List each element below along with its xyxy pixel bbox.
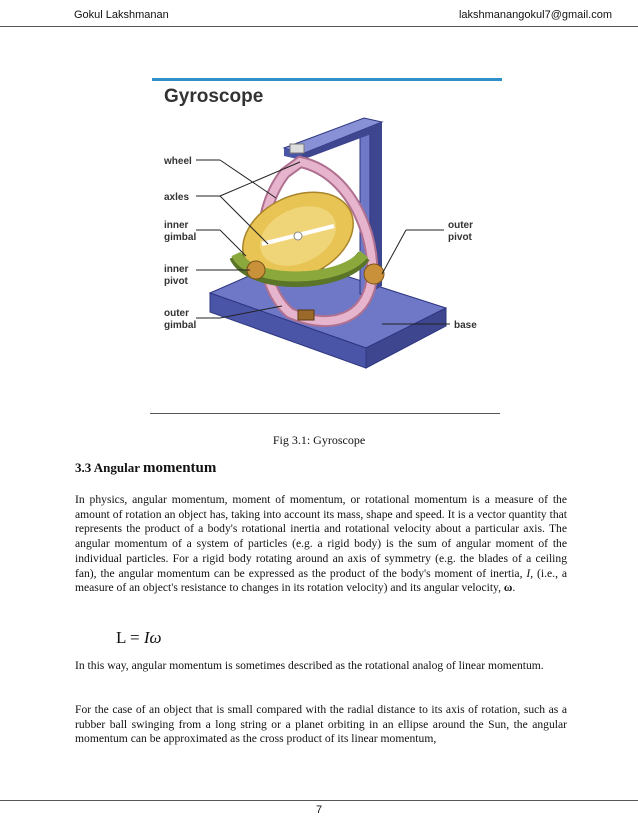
section-heading xyxy=(75,460,216,477)
section-word-1: Angular xyxy=(93,460,140,475)
label-outer-pivot-1: outer xyxy=(448,220,473,231)
page-number: 7 xyxy=(315,804,323,816)
label-wheel: wheel xyxy=(164,156,192,167)
outer-pivot xyxy=(364,264,384,284)
figure-title-rule xyxy=(152,78,502,81)
symbol-omega: ω xyxy=(503,581,513,595)
page-header xyxy=(0,0,638,30)
footer-rule xyxy=(0,800,638,801)
header-email: lakshmanangokul7@gmail.com xyxy=(458,9,612,21)
figure-caption: Fig 3.1: Gyroscope xyxy=(272,433,366,447)
axle-hub xyxy=(294,232,302,240)
equation-lhs: L xyxy=(116,628,126,647)
bottom-bearing xyxy=(298,310,314,320)
equation-rhs: Iω xyxy=(143,628,162,647)
label-inner-gimbal-1: inner xyxy=(164,220,189,231)
label-outer-gimbal-1: outer xyxy=(164,308,189,319)
paragraph-2: In this way, angular momentum is sometimes described as the rotational analog of linear momentum. xyxy=(75,659,544,672)
paragraph-1-text-b: , (i.e., a measure of an object's resistance to changes in its rotation velocity) and its angular velocity, xyxy=(75,566,568,595)
top-bearing xyxy=(290,144,304,153)
header-author: Gokul Lakshmanan xyxy=(74,9,169,21)
paragraph-3: For the case of an object that is small compared with the radial distance to its axis of rotation, such as a rubber ball swinging from a long string or a planet orbiting in an ellipse around the Sun, the angular momentum can be approximated as the cross product of its linear momentum, xyxy=(75,703,567,746)
label-base: base xyxy=(454,320,477,331)
label-axles: axles xyxy=(164,192,190,203)
figure-bottom-rule xyxy=(150,413,500,414)
paragraph-1-text-c: . xyxy=(512,581,516,595)
label-inner-gimbal-2: gimbal xyxy=(164,232,197,243)
paragraph-1-text-a: In physics, angular momentum, moment of momentum, or rotational momentum is a measure of the amount of rotation an object has, taking into account its mass, shape and speed. It is a vector quantity that represents the product of a body's rotational inertia and rotational velocity about a particular axis. The angular momentum of a system of particles (e.g. a rigid body) is the sum of angular moment of the individual particles. For a rigid body rotating around an axis of symmetry (e.g. the blades of a ceiling fan), the angular momentum can be expressed as the product of the body's moment of inertia, xyxy=(75,493,567,580)
equation xyxy=(116,628,162,648)
header-rule xyxy=(0,26,638,27)
equation-equals: = xyxy=(125,628,144,647)
label-outer-pivot-2: pivot xyxy=(448,232,472,243)
figure-title: Gyroscope xyxy=(164,86,264,107)
section-word-2: momentum xyxy=(143,460,217,476)
gyroscope-figure xyxy=(150,78,502,414)
symbol-I: I xyxy=(526,566,531,580)
label-inner-pivot-2: pivot xyxy=(164,276,188,287)
label-outer-gimbal-2: gimbal xyxy=(164,320,197,331)
paragraph-1 xyxy=(75,493,567,596)
section-number: 3.3 xyxy=(75,460,92,475)
label-inner-pivot-1: inner xyxy=(164,264,189,275)
